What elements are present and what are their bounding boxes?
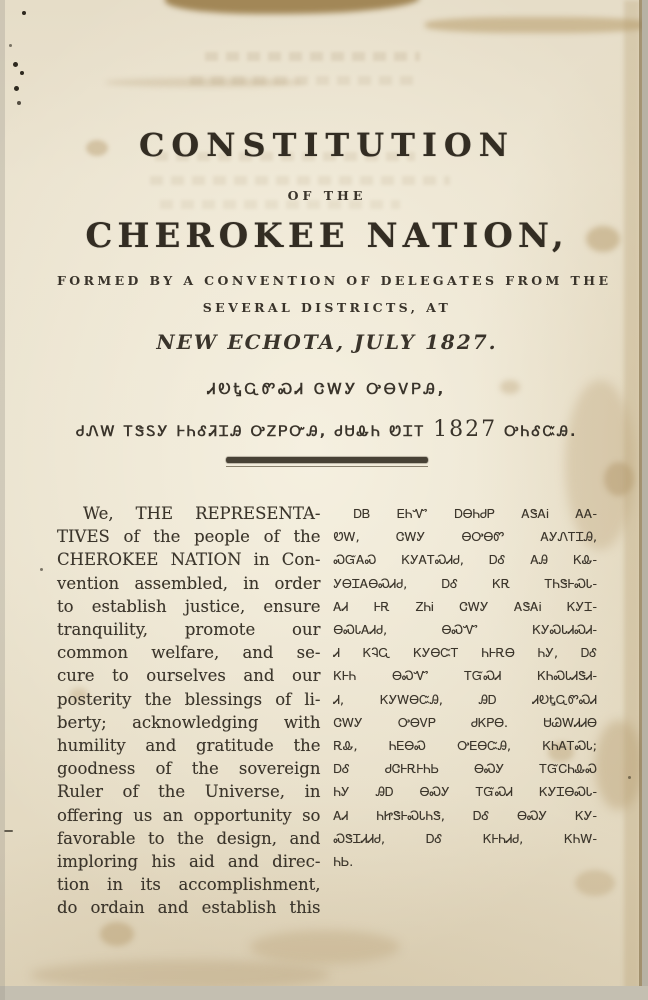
ink-speck [40,568,43,571]
english-text-line: favorable to the design, and [57,828,321,848]
cherokee-title-line: ᏗᎧᎿᏩᏛᏍᏗ ᏣᎳᎩ ᎤᎾᏙᏢᎯ, [207,380,447,398]
english-text-line: humility and gratitude the [57,736,321,756]
foxing-spot [250,930,400,964]
place-and-date-line: NEW ECHOTA, JULY 1827. [156,330,498,354]
cherokee-text-line: ᏬᎳ, ᏣᎳᎩ ᎾᎤᎾᏛ ᎪᎩᏁᎢᏆᎯ, [333,529,597,545]
rule-thin-bar [226,466,428,468]
cherokee-text-line: ᏂᎩ ᎯᎠ ᎾᏍᎩ ᎢᏳᏍᏗ ᏦᎩᏆᎾᏍᏓ- [333,784,597,800]
foxing-spot [595,720,643,810]
subtitle-line2: SEVERAL DISTRICTS, AT [202,300,452,315]
rule-thick-bar [226,457,428,463]
cherokee-subtitle-post: ᎤᏂᎴᏨᎯ. [504,424,578,440]
document-title-connector: OF THE [287,188,367,203]
english-text-line: offering us an opportunity so [57,805,321,825]
scan-bottom-strip [0,986,648,1000]
english-text-line: tranquility, promote our [57,620,321,640]
cherokee-text-line: Ꮧ ᏦᎸᏩ ᏦᎩᎾᏨᎢ ᏂᎰᎡᎾ ᏂᎩ, ᎠᎴ [333,645,597,661]
page-right-edge-line [639,0,642,1000]
english-text-line: Ruler of the Universe, in [57,782,321,802]
cherokee-text-line: ᏣᎳᎩ ᎤᎾᏙᏢ ᏧᏦᏢᎾ. ᏌᏊᎳᏗᏗᎾ [333,714,597,730]
ink-speck [9,44,12,47]
document-title-line2: CHEROKEE NATION, [85,216,569,256]
ink-speck [4,830,13,832]
english-text-line: We, THE REPRESENTA- [83,504,321,523]
cherokee-subtitle-pre: ᏧᏁᎳ ᎢᏕᏚᎩ ᎰᏂᎴᏘᏆᎯ ᎤᏃᏢᏅᎯ, ᏧᏌᎲᏂ ᏬᏆᎢ [76,424,426,440]
english-text-line: vention assembled, in order [57,573,321,593]
ink-speck [628,776,631,779]
english-text-line: posterity the blessings of li- [57,689,321,709]
double-rule [226,457,428,467]
cherokee-text-line: ᎡᎲ, ᏂᎬᎾᏍ ᎤᎬᎾᏨᎯ, ᏦᏂᎪᎢᏍᏓ; [333,738,597,754]
cherokee-text-line: Ꮧ, ᏦᎩᎳᎾᏨᎯ, ᎯᎠ ᏗᎧᎿᏩᏛᏍᏗ [333,691,597,707]
english-preamble-column [57,502,321,920]
scan-right-strip [642,0,648,1000]
english-text-line: common welfare, and se- [57,643,321,663]
english-text-line: CHEROKEE NATION in Con- [57,550,321,570]
foxing-spot [100,922,134,946]
ink-speck [13,62,18,67]
scan-left-strip [0,0,5,1000]
ink-speck [14,86,19,91]
cherokee-text-line: ᎩᎾᏆᎪᎾᏍᏗᏧ, ᎠᎴ ᏦᎡ ᎢᏂᏕᎰᏍᏓ- [333,575,597,591]
ink-speck [20,71,24,75]
ink-speck [17,101,21,105]
cherokee-text-line: ᏂᏏ. [333,854,354,870]
foxing-spot [30,960,330,990]
cherokee-text-line: ᎪᏗ ᎰᎡ ᏃᏂᎥ ᏣᎳᎩ ᎪᏕᎪᎥ ᏦᎩᏆ- [333,598,597,614]
two-column-text [57,502,597,920]
cherokee-preamble-column [334,502,598,920]
page-right-edge-shade [624,0,640,1000]
cherokee-text-line: ᏍᏳᎪᏍ ᏦᎩᎪᎢᏍᏗᏧ, ᎠᎴ ᎪᎯ ᏦᎲ- [333,552,597,568]
cherokee-text-line: ᎠᎴ ᏧᏣᎰᎡᎰᏂᏏ ᎾᏍᎩ ᎢᏳᏟᏂᎲᏍ [333,761,597,777]
ink-speck [22,11,26,15]
english-text-line: cure to ourselves and our [57,666,321,686]
cherokee-subtitle-line [57,417,597,442]
printed-text-block [57,0,612,920]
english-text-line: tion in its accomplishment, [57,875,321,895]
cherokee-subtitle-year: 1827 [433,417,498,442]
subtitle-line1: FORMED BY A CONVENTION OF DELEGATES FROM THE [57,273,612,288]
english-text-line: imploring his aid and direc- [57,852,321,872]
cherokee-text-line: ᎪᏗ ᏂᏥᏕᎰᏍᏓᏂᏕ, ᎠᎴ ᎾᏍᎩ ᏦᎩ- [333,807,597,823]
foxing-spot [604,462,634,496]
english-text-line: TIVES of the people of the [57,527,321,547]
cherokee-text-line: ᏦᎰᏂ ᎾᏍᏉ ᎢᏳᏍᏗ ᏦᏂᏍᏓᏗᏕᏗ- [333,668,597,684]
english-text-line: do ordain and establish this [57,898,321,918]
english-text-line: berty; acknowledging with [57,712,321,732]
cherokee-text-line: ᎠᏴ ᎬᏂᏉ ᎠᎾᏂᏧᏢ ᎪᏕᎪᎥ ᎪᎪ- [353,506,597,521]
document-title-line1: CONSTITUTION [138,126,516,164]
english-text-line: goodness of the sovereign [57,759,321,779]
cherokee-text-line: ᎾᏍᏓᎪᏗᏧ, ᎾᏍᏉ ᏦᎩᏍᏓᏗᏍᏗ- [333,622,597,638]
cherokee-text-line: ᏍᏕᏆᏗᏗᏧ, ᎠᎴ ᏦᎰᏂᏗᏧ, ᏦᏂᎳ- [333,830,597,846]
english-text-line: to establish justice, ensure [57,596,321,616]
